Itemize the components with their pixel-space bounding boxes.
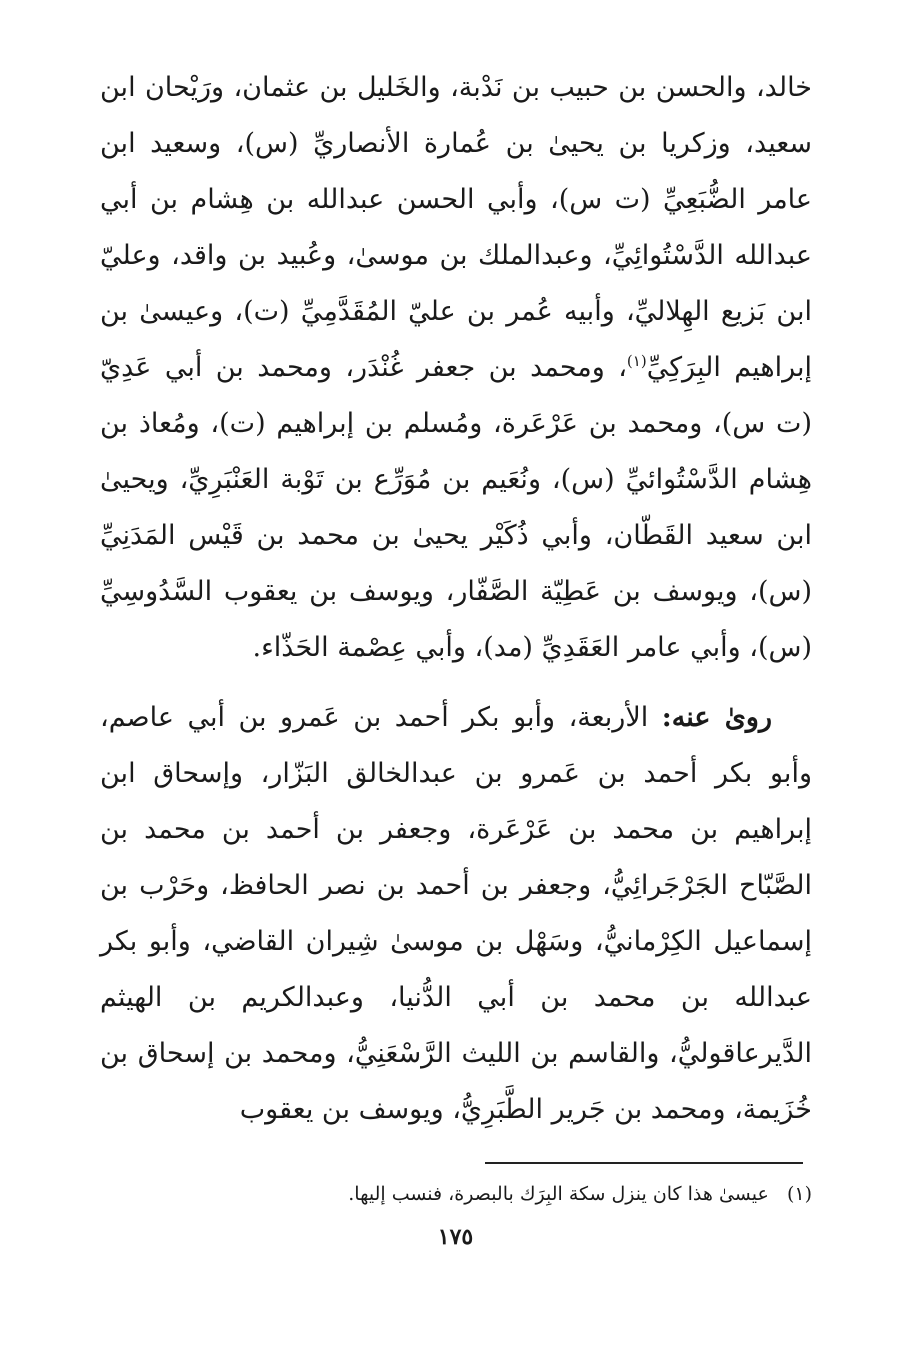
footnote-reference[interactable]: (١) [626,352,647,370]
footnote-text: عيسىٰ هذا كان ينزل سكة البِرَك بالبصرة، فنسب إليها. [348,1183,769,1205]
paragraph-text: الأربعة، وأبو بكر أحمد بن عَمرو بن أبي عاصم، وأبو بكر أحمد بن عَمرو بن عبدالخالق البَزّار، وإسحاق ابن إبراهيم بن محمد بن عَرْعَرة، وجعفر بن أحمد بن محمد بن الصَّبّاح الجَرْجَرائِيُّ، وجعفر بن أحمد بن نصر الحافظ، وحَرْب بن إسماعيل الكِرْمانيُّ، وسَهْل بن موسىٰ شِيران القاضي، وأبو بكر عبدالله بن محمد بن أبي الدُّنيا، وعبدالكريم بن الهيثم الدَّيرعاقوليُّ، والقاسم بن الليث الرَّسْعَنِيُّ، ومحمد بن إسحاق بن خُزَيمة، ومحمد بن جَرير الطَّبَرِيُّ، ويوسف بن يعقوب [100,702,812,1125]
paragraph-students [100,690,812,1138]
page-body [100,60,812,1138]
footnote-divider [485,1162,803,1164]
footnote [100,1180,812,1208]
paragraph-text: خالد، والحسن بن حبيب بن نَدْبة، والخَليل بن عثمان، ورَيْحان ابن سعيد، وزكريا بن يحيىٰ بن عُمارة الأنصاريِّ (س)، وسعيد ابن عامر الضُّبَعِيِّ (ت س)، وأبي الحسن عبدالله بن هِشام بن أبي عبدالله الدَّسْتُوائِيِّ، وعبدالملك بن موسىٰ، وعُبيد بن واقد، وعليّ ابن بَزيع الهِلاليِّ، وأبيه عُمر بن عليّ المُقَدَّمِيِّ (ت)، وعيسىٰ بن إبراهيم البِرَكِيِّ [100,72,812,383]
paragraph-teachers [100,60,812,676]
page-number: ١٧٥ [437,1224,474,1250]
section-lead-heading: روىٰ عنه: [661,702,772,733]
footnote-number: (١) [786,1183,812,1205]
paragraph-text: ، ومحمد بن جعفر غُنْدَر، ومحمد بن أبي عَدِيّ (ت س)، ومحمد بن عَرْعَرة، ومُسلم بن إبراهيم (ت)، ومُعاذ بن هِشام الدَّسْتُوائيِّ (س)، ونُعَيم بن مُوَرِّع بن تَوْبة العَنْبَرِيِّ، ويحيىٰ ابن سعيد القَطّان، وأبي ذُكَيْر يحيىٰ بن محمد بن قَيْس المَدَنِيِّ (س)، ويوسف بن عَطِيّة الصَّفّار، ويوسف بن يعقوب السَّدُوسِيِّ (س)، وأبي عامر العَقَدِيِّ (مد)، وأبي عِصْمة الحَذّاء. [100,352,812,663]
